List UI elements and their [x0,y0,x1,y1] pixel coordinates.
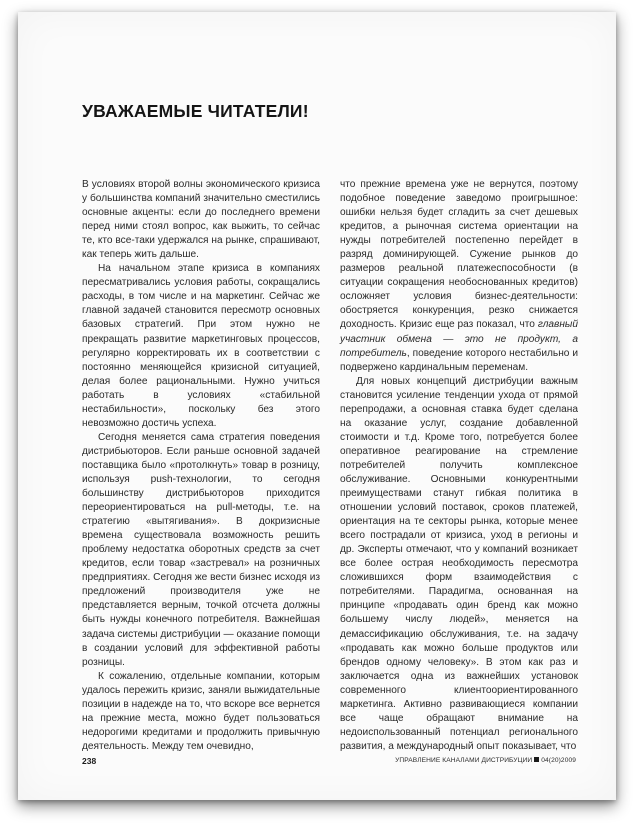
paragraph: Сегодня меняется сама стратегия поведения дистрибьюторов. Если раньше основной задачей поставщика было «протолкнуть» товар в розницу, используя push-технологии, то сегодня большинству дистрибьюторов приходится переориентироваться на pull-методы, т.е. на стратегию «вытягивания». В докризисные времена существовала возможность решить проблему недостатка оборотных средств за счет кредитов, если товар «застревал» на розничных предприятиях. Сегодня же вести бизнес исходя из предложений производителя уже не представляется верным, точкой отсчета должны быть нужды конечного потребителя. Важнейшая задача системы дистрибуции — оказание помощи в создании условий для эффективной работы розницы. [82,431,320,668]
paragraph [340,178,578,375]
paragraph: На начальном этапе кризиса в компаниях пересматривались условия работы, сокращались расходы, в том числе и на маркетинг. Сейчас же главной задачей становится пересмотр основных базовых стратегий. При этом нужно не прекращать развитие маркетинговых процессов, регулярно корректировать их в соответствии с постоянно меняющейся кризисной ситуацией, делая более рациональными. Нужно учиться работать в условиях «стабильной нестабильности», поскольку без этого невозможно достичь успеха. [82,263,320,429]
magazine-page [18,12,616,800]
issue-number: 04(20)2009 [541,757,576,764]
running-footer [395,757,576,764]
square-separator-icon [534,757,539,762]
emphasis-text: главный участник обмена — это не продукт, а потребитель [340,319,578,359]
text-column-left [82,178,320,754]
text-column-right [340,178,578,754]
page-heading: УВАЖАЕМЫЕ ЧИТАТЕЛИ! [82,101,309,121]
page-number: 238 [82,756,97,766]
paragraph: Для новых концепций дистрибуции важным становится усиление тенденции ухода от прямой перепродажи, а основная ставка будет сделана на оказание услуг, создание добавленной стоимости и т.д. Кроме того, потребуется более оперативное реагирование на стремление потребителей получить комплексное обслуживание. Основными конкурентными преимуществами станут гибкая политика в отношении условий поставок, сроков платежей, ориентация на те секторы рынка, которые менее всего пострадали от кризиса, уход в регионы и др. Эксперты отмечают, что у компаний возникает все более острая необходимость пересмотра сложившихся форм взаимодействия с потребителями. Парадигма, основанная на принципе «продавать один бренд как можно большему числу людей», меняется на демассификацию обслуживания, т.е. на задачу «продавать как можно больше продуктов или брендов одному человеку». В этом как раз и заключается одна из важнейших установок современного клиентоориентированного маркетинга. Активно развивающиеся компании все чаще обращают внимание на недоиспользованный потенциал регионального развития, а международный опыт показывает, что [340,375,578,752]
paragraph-text: , поведение которого нестабильно и подвержено кардинальным переменам. [340,347,578,373]
paragraph: К сожалению, отдельные компании, которым удалось пережить кризис, заняли выжидательные позиции в надежде на то, что вскоре все вернется на прежние места, можно будет пользоваться недорогими кредитами и продолжить привычную деятельность. Между тем очевидно, [82,670,320,752]
paragraph: В условиях второй волны экономического кризиса у большинства компаний значительно сместились основные акценты: если до последнего времени перед ними стоял вопрос, как выжить, то сейчас те, кто все-таки удержался на рынке, спрашивают, как теперь жить дальше. [82,179,320,261]
journal-title: УПРАВЛЕНИЕ КАНАЛАМИ ДИСТРИБУЦИИ [395,757,533,764]
paragraph-text: что прежние времена уже не вернутся, поэтому подобное поведение заведомо проигрышное: ошибки нельзя будет сгладить за счет дешевых кредитов, а рыночная система ориентации на нужды потребителей постепенно перейдет в разряд доминирующей. Сужение рынков до размеров реальной платежеспособности (в ситуации сокращения необоснованных кредитов) осложняет условия бизнес-деятельности: обостряется конкуренция, резко снижается доходность. Кризис еще раз показал, что [340,179,578,331]
